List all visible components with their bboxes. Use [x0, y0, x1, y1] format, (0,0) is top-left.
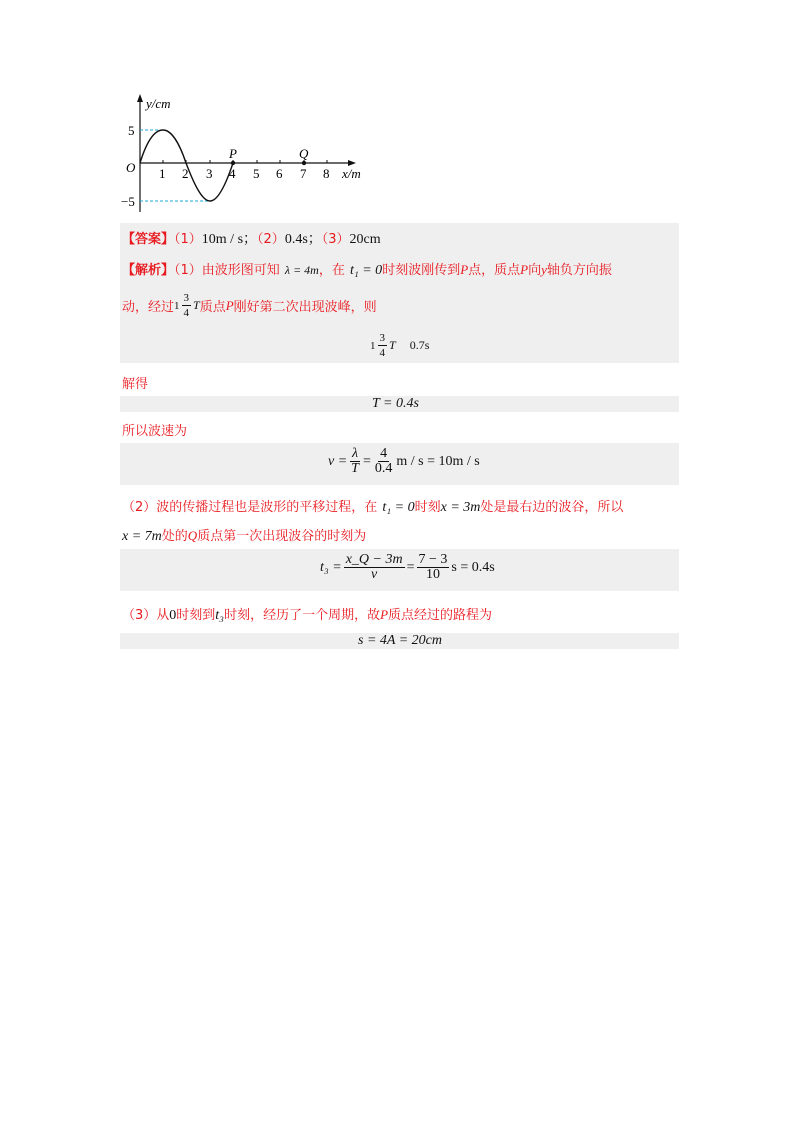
x-tick-1: 1: [159, 166, 166, 181]
p-symbol: P: [460, 262, 469, 277]
equation-1: [370, 331, 429, 360]
x-tick-4: 4: [229, 166, 236, 181]
point-p-label: P: [229, 146, 237, 161]
y-tick-5: 5: [128, 123, 135, 138]
eq1-rhs: 0.7s: [409, 338, 430, 352]
analysis-text-1b: ，在: [318, 263, 345, 278]
answer-part2: 0.4s；: [284, 232, 322, 247]
x-tick-8: 8: [323, 166, 330, 181]
eq1-whole: 1: [370, 339, 376, 352]
part3-zero: 0: [169, 608, 177, 623]
answer-tag: 【答案】: [122, 232, 175, 247]
answer-part2-num: （2）: [257, 232, 285, 247]
eq3-rest: m / s = 10m / s: [396, 453, 480, 469]
analysis-text-1c: 时刻波刚传到: [382, 263, 461, 278]
analysis-text-2c: 刚好第二次出现波峰，则: [233, 300, 377, 315]
part2-text-e: 质点第一次出现波谷的时刻为: [197, 529, 367, 544]
analysis-text-2b: 质点: [199, 300, 226, 315]
eq4-num2: 7 − 3: [418, 552, 448, 567]
part2-text-c: 处是最右边的波谷，所以: [480, 500, 624, 515]
part2-text-b: 时刻: [414, 500, 441, 515]
part2-text-a: （2）波的传播过程也是波形的平移过程，在: [122, 500, 378, 515]
answer-line: [122, 228, 381, 248]
x-tick-7: 7: [300, 166, 307, 181]
wave-graph: [118, 92, 378, 214]
eq4-den1: v: [371, 567, 378, 582]
eq3-num: 4: [380, 446, 388, 461]
eq1-num: 3: [379, 332, 385, 344]
x-tick-3: 3: [206, 166, 213, 181]
part3-line: [122, 604, 492, 624]
analysis-line-2: [122, 291, 377, 320]
part2-x3: x = 3m: [440, 500, 481, 515]
eq1-den: 4: [379, 347, 385, 359]
answer-part3-num: （3）: [321, 232, 350, 247]
y-tick-neg5: −5: [121, 194, 135, 209]
eq4-rest: s = 0.4s: [451, 559, 495, 575]
eq3-T: T: [351, 461, 359, 476]
lambda-expr: λ = 4m: [284, 263, 319, 277]
p-symbol-2: P: [520, 262, 529, 277]
equation-2: T = 0.4s: [372, 396, 419, 411]
analysis-text-1e: 向: [528, 263, 542, 278]
mixed-fraction: [182, 291, 192, 320]
eq4-equals: =: [406, 559, 415, 575]
eq4-lhs: t₃ =: [320, 559, 342, 575]
q-symbol: Q: [187, 528, 198, 543]
part2-line-1: [122, 496, 623, 516]
eq1-T: T: [389, 338, 396, 352]
part3-text-c: 时刻，经历了一个周期，故: [224, 608, 381, 623]
equation-4: [320, 553, 495, 582]
x-tick-2: 2: [182, 166, 189, 181]
eq4-num1: x_Q − 3m: [345, 552, 403, 567]
part2-t1: t₁ = 0: [382, 500, 415, 515]
t1-expr: t₁ = 0: [349, 263, 383, 278]
y-axis-arrow: [137, 94, 143, 102]
mixed-whole: 1: [174, 299, 180, 312]
equation-3: [328, 447, 480, 476]
part3-text-b: 时刻到: [176, 608, 216, 623]
analysis-text-2a: 动，经过: [122, 300, 175, 315]
mixed-num: 3: [183, 292, 190, 304]
analysis-text-1a: （1）由波形图可知: [174, 263, 280, 278]
y-axis-label: y/cm: [146, 96, 171, 111]
analysis-tag: 【解析】: [122, 263, 175, 278]
eq4-den2: 10: [425, 567, 440, 582]
speed-intro: 所以波速为: [122, 424, 188, 439]
solve-label: 解得: [122, 377, 149, 392]
y-symbol: y: [541, 262, 547, 277]
answer-part1: 10m / s；: [201, 232, 258, 247]
period-symbol: T: [193, 298, 200, 312]
eq3-num-fraction: [373, 447, 395, 476]
point-p-dot: [231, 161, 235, 165]
eq3-den: 0.4: [374, 461, 393, 476]
eq4-fraction-1: [344, 553, 405, 582]
p-symbol-4: P: [380, 607, 389, 622]
analysis-text-1f: 轴负方向振: [546, 263, 612, 278]
mixed-den: 4: [183, 307, 190, 319]
origin-label: O: [126, 160, 136, 175]
answer-part1-num: （1）: [174, 232, 202, 247]
part3-text-d: 质点经过的路程为: [388, 608, 493, 623]
analysis-text-1d: 点，质点: [468, 263, 521, 278]
eq3-lhs: v =: [328, 453, 348, 469]
eq1-fraction: [378, 331, 388, 360]
eq3-equals: =: [362, 453, 371, 469]
part3-text-a: （3）从: [122, 608, 170, 623]
x-tick-6: 6: [276, 166, 283, 181]
equation-5: s = 4A = 20cm: [358, 633, 442, 648]
eq3-lambda-over-T: [349, 447, 361, 476]
part2-line-2: [122, 525, 366, 545]
analysis-line-1: [122, 259, 612, 279]
part2-text-d: 处的: [161, 529, 188, 544]
eq4-fraction-2: [417, 553, 450, 582]
eq3-lambda: λ: [352, 446, 359, 461]
part2-x7: x = 7m: [122, 529, 162, 544]
answer-part3: 20cm: [349, 232, 381, 247]
point-q-label: Q: [299, 146, 309, 161]
x-axis-label: x/m: [342, 166, 361, 181]
point-q-dot: [302, 161, 306, 165]
p-symbol-3: P: [225, 297, 234, 313]
x-tick-5: 5: [253, 166, 260, 181]
part3-t3: t₃: [215, 608, 225, 623]
